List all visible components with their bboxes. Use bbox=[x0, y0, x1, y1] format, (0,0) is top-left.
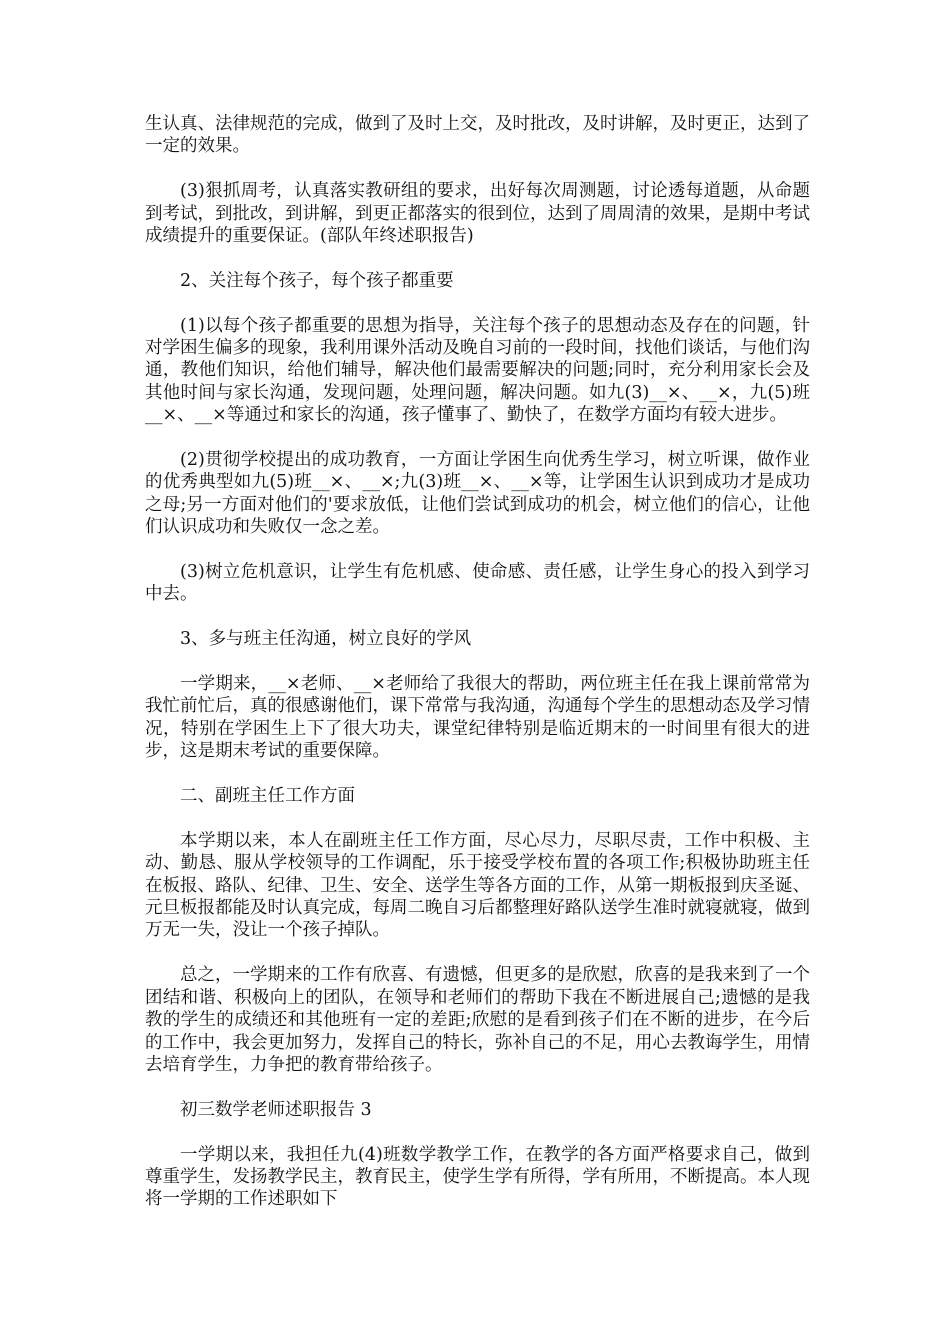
report-title-3: 初三数学老师述职报告 3 bbox=[180, 1099, 372, 1120]
paragraph-care-point-2: (2)贯彻学校提出的成功教育，一方面让学困生向优秀生学习，树立听课，做作业的优秀典型如九(5)班__×、__×;九(3)班__×、__×等，让学困生认识到成功才是成功之母;另一方面对他们的'要求放低，让他们尝试到成功的机会，树立他们的信心，让他们认识成功和失败仅一念之差。 bbox=[145, 450, 810, 538]
paragraph-summary: 总之，一学期来的工作有欣喜、有遗憾，但更多的是欣慰，欣喜的是我来到了一个团结和谐、积极向上的团队，在领导和老师们的帮助下我在不断进展自己;遗憾的是我教的学生的成绩还和其他班有一定的差距;欣慰的是看到孩子们在不断的进步，在今后的工作中，我会更加努力，发挥自己的特长，弥补自己的不足，用心去教诲学生，用情去培育学生，力争把的教育带给孩子。 bbox=[145, 965, 810, 1075]
document-body bbox=[145, 113, 810, 1233]
section-heading-class-teacher: 3、多与班主任沟通，树立良好的学风 bbox=[180, 629, 472, 650]
section-heading-care-every-child: 2、关注每个孩子，每个孩子都重要 bbox=[180, 270, 454, 291]
paragraph-class-teacher: 一学期来，__×老师、__×老师给了我很大的帮助，两位班主任在我上课前常常为我忙前忙后，真的很感谢他们，课下常常与我沟通，沟通每个学生的思想动态及学习情况，特别在学困生上下了很大功夫，课堂纪律特别是临近期末的一时间里有很大的进步，这是期末考试的重要保障。 bbox=[145, 674, 810, 762]
paragraph-continuation: 生认真、法律规范的完成，做到了及时上交，及时批改，及时讲解，及时更正，达到了一定的效果。 bbox=[145, 114, 810, 157]
paragraph-report-3-intro: 一学期以来，我担任九(4)班数学教学工作，在教学的各方面严格要求自己，做到尊重学生，发扬教学民主，教育民主，使学生学有所得，学有所用，不断提高。本人现将一学期的工作述职如下 bbox=[145, 1144, 810, 1210]
paragraph-deputy-head: 本学期以来，本人在副班主任工作方面，尽心尽力，尽职尽责，工作中积极、主动、勤恳、服从学校领导的工作调配，乐于接受学校布置的各项工作;积极协助班主任在板报、路队、纪律、卫生、安全、送学生等各方面的工作，从第一期板报到庆圣诞、元旦板报都能及时认真完成，每周二晚自习后都整理好路队送学生准时就寝就寝，做到万无一失，没让一个孩子掉队。 bbox=[145, 830, 810, 941]
paragraph-care-point-1: (1)以每个孩子都重要的思想为指导，关注每个孩子的思想动态及存在的问题，针对学困生偏多的现象，我利用课外活动及晚自习前的一段时间，找他们谈话，与他们沟通，教他们知识，给他们辅导，解决他们最需要解决的问题;同时，充分利用家长会及其他时间与家长沟通，发现问题，处理问题，解决问题。如九(3)__×、__×，九(5)班__×、__×等通过和家长的沟通，孩子懂事了、勤快了，在数学方面均有较大进步。 bbox=[145, 315, 810, 426]
paragraph-care-point-3: (3)树立危机意识，让学生有危机感、使命感、责任感，让学生身心的投入到学习中去。 bbox=[145, 562, 810, 605]
paragraph-weekly-test: (3)狠抓周考，认真落实教研组的要求，出好每次周测题，讨论透每道题，从命题到考试，到批改，到讲解，到更正都落实的很到位，达到了周周清的效果，是期中考试成绩提升的重要保证。(部队年终述职报告) bbox=[145, 181, 810, 247]
section-heading-deputy-head: 二、副班主任工作方面 bbox=[180, 786, 355, 807]
